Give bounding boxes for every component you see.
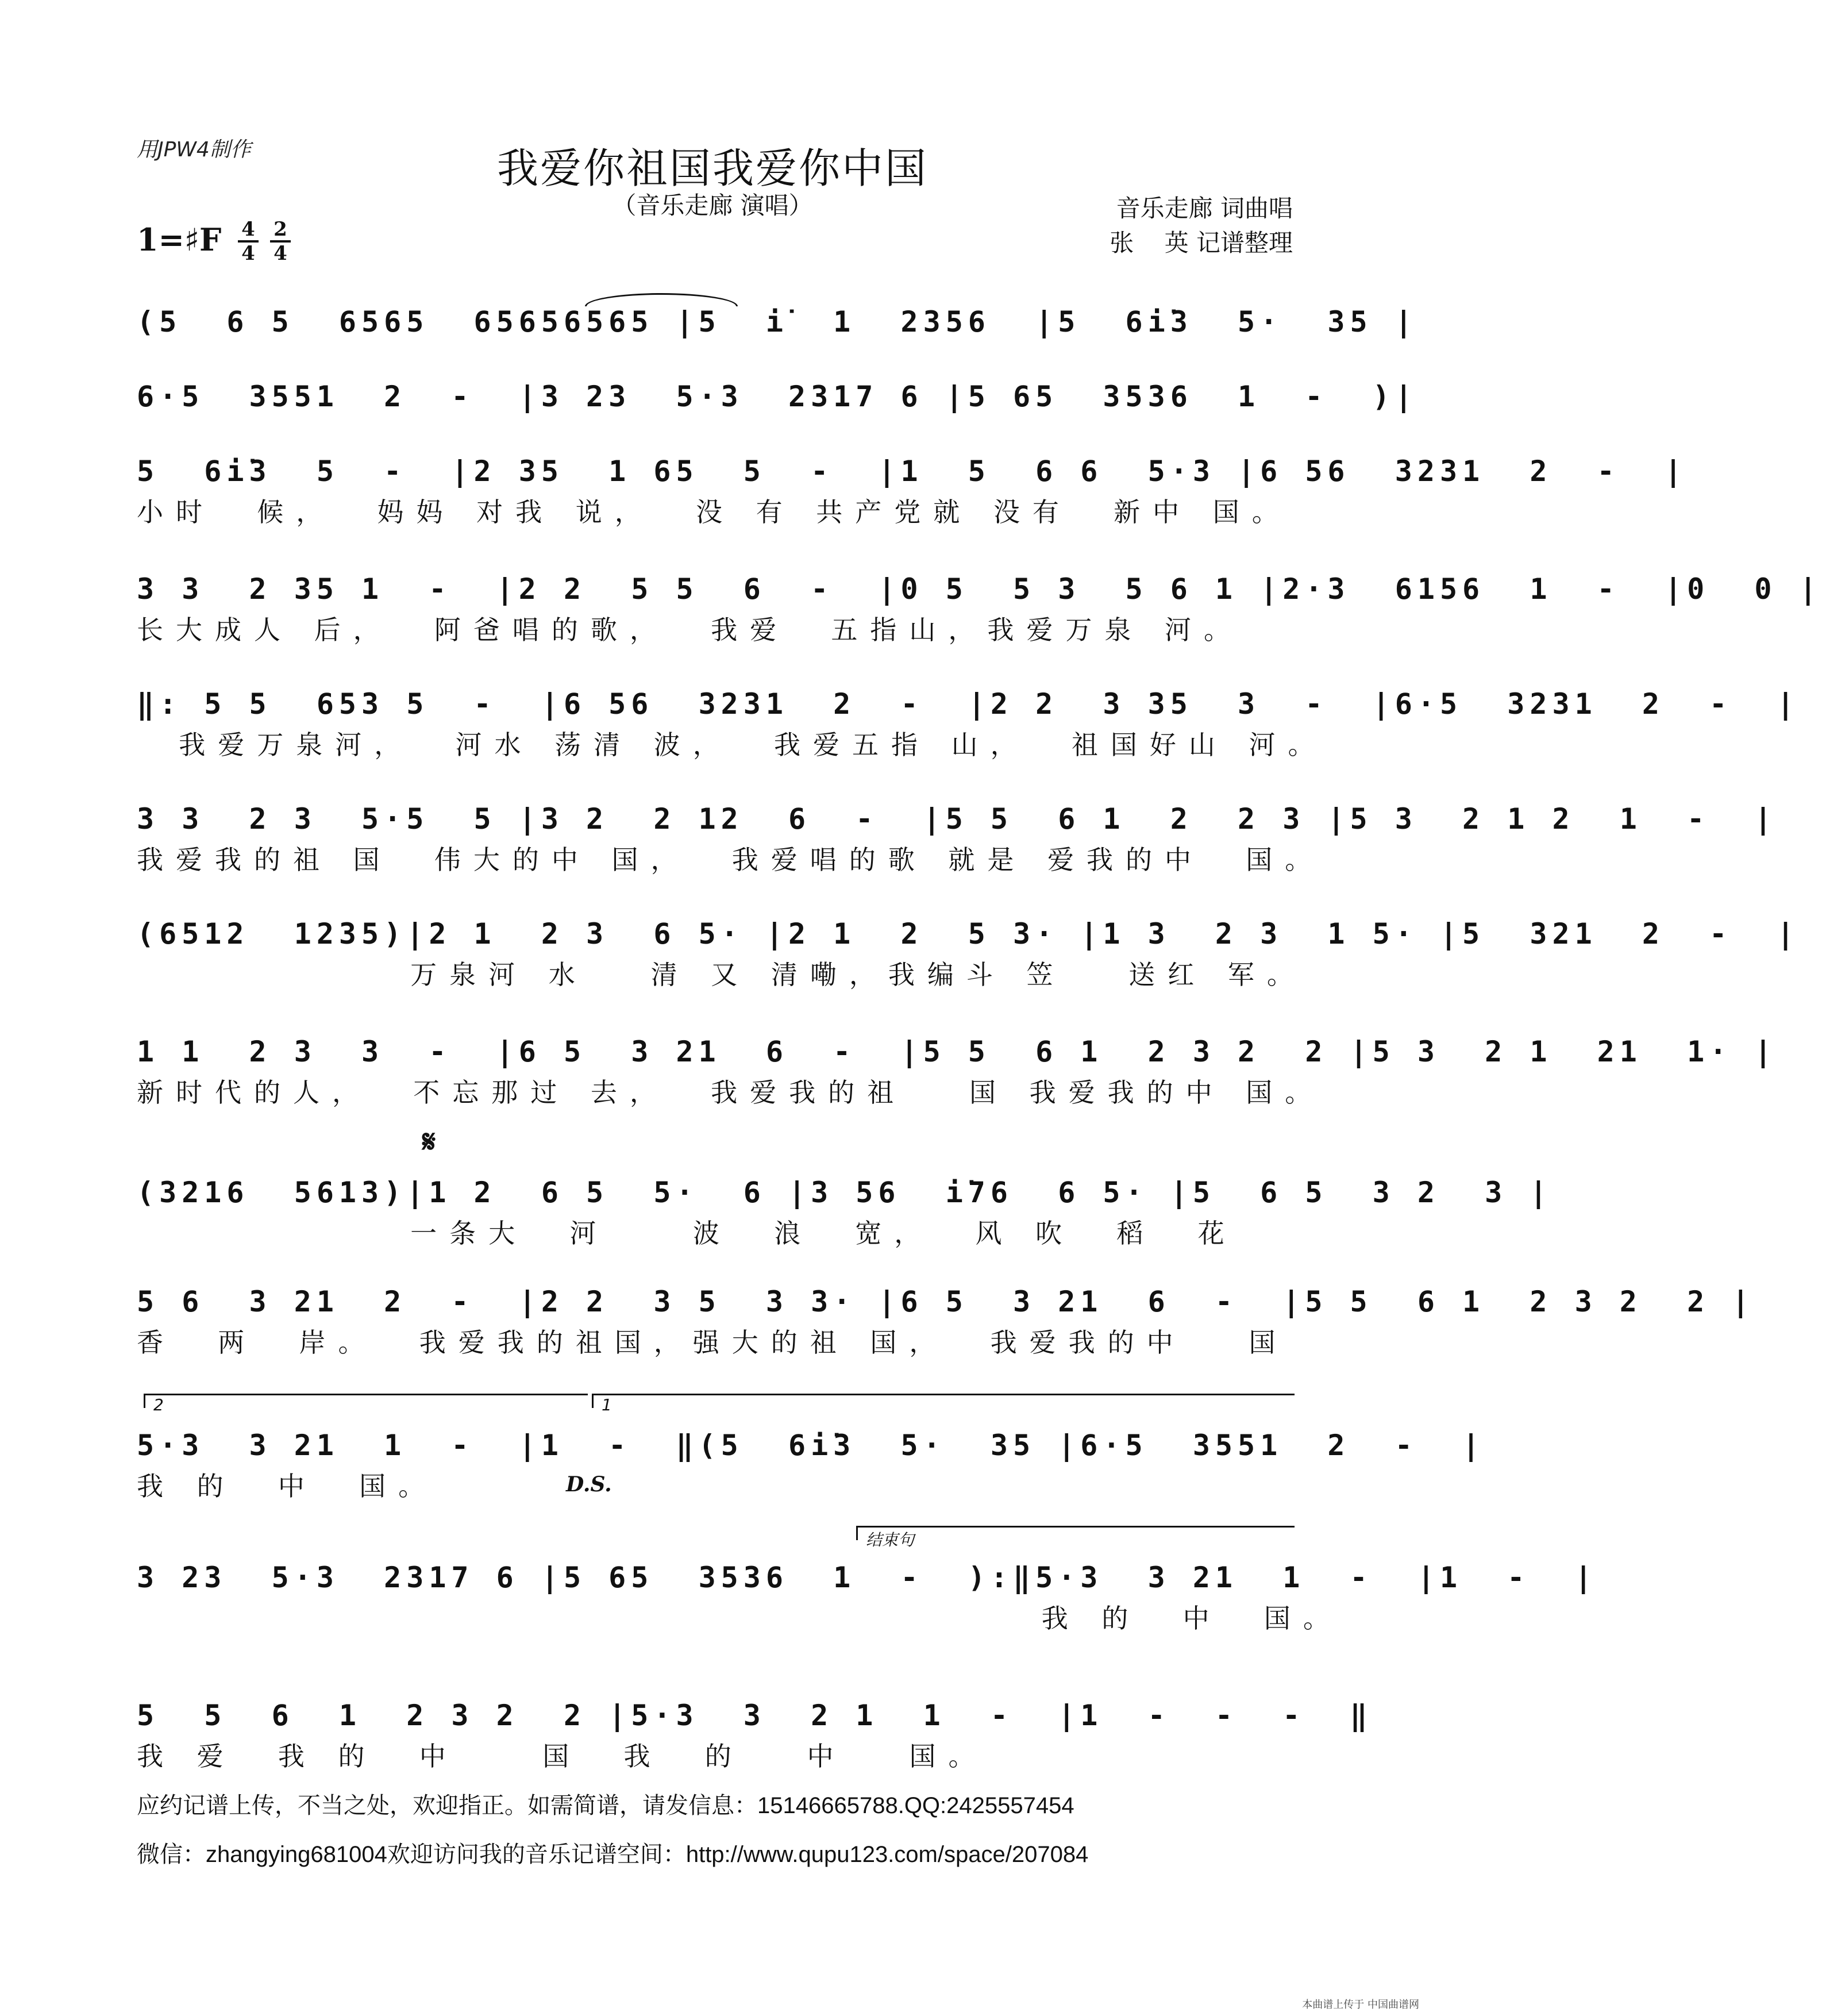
notation-line: (6512 1235)|2 1 2 3 6 5· |2 1 2 5 3· |1 3 2 3 1 5· |5 321 2 - | [137,917,1800,951]
notation-line: 3 23 5·3 2317 6 |5 65 3536 1 - ):‖5·3 3 21 1 - |1 - | [137,1561,1597,1594]
notation-line: 5·3 3 21 1 - |1 - ‖(5 6i̇3 5· 35 |6·5 3551 2 - | [137,1429,1485,1462]
maker-note: 用JPW4制作 [137,138,251,161]
time-signature-2-4 [269,218,292,264]
score-row-6 [137,796,1777,878]
score-row-11 [137,1422,1485,1504]
notation-line: 6·5 3551 2 - |3 23 5·3 2317 6 |5 65 3536 1 - )| [137,380,1417,413]
ending-label: 结束句 [866,1530,915,1549]
notation-line: 1 1 2 3 3 - |6 5 3 21 6 - |5 5 6 1 2 3 2 2 |5 3 2 1 21 1· | [137,1035,1777,1068]
notation-line: 5 6i̇3 5 - |2 35 1 65 5 - |1 5 6 6 5·3 |6 56 3231 2 - | [137,455,1688,488]
score-row-1 [137,299,1417,345]
upload-watermark: 本曲谱上传于 中国曲谱网 [1302,1999,1419,2011]
score-row-13 [137,1692,1373,1774]
footer-contact-line: 应约记谱上传，不当之处，欢迎指正。如需简谱，请发信息：15146665788.QQ:2425557454 [137,1793,1074,1818]
lyrics-line: 我 的 中 国。 [137,1471,438,1502]
lyrics-line: 长大成人 后， 阿爸唱的歌， 我爱 五指山，我爱万泉 河。 [137,614,1243,645]
notation-line: 3 3 2 3 5·5 5 |3 2 2 12 6 - |5 5 6 1 2 2 3 |5 3 2 1 2 1 - | [137,802,1777,836]
volta-bracket-2 [144,1394,588,1414]
time-top: 2 [274,218,287,241]
key-signature: 1=♯F [137,221,222,258]
song-subtitle: （音乐走廊 演唱） [612,191,813,220]
score-row-8 [137,1029,1777,1110]
time-bottom: 4 [241,242,255,265]
lyrics-line: 我爱我的祖 国 伟大的中 国， 我爱唱的歌 就是 爱我的中 国。 [137,844,1324,875]
notation-line: 5 5 6 1 2 3 2 2 |5·3 3 2 1 1 - |1 - - - ‖ [137,1699,1373,1732]
score-row-3 [137,448,1688,530]
notation-line: (3216 5613)|1 2 6 5 5· 6 |3 56 i̇76 6 5· |5 6 5 3 2 3 | [137,1176,1553,1209]
lyrics-line: 我 的 中 国。 [137,1603,1342,1634]
lyrics-line: 小时 候， 妈妈 对我 说， 没 有 共产党就 没有 新中 国。 [137,497,1291,528]
notation-line: 5 6 3 21 2 - |2 2 3 5 3 3· |6 5 3 21 6 - |5 5 6 1 2 3 2 2 | [137,1285,1755,1318]
score-row-5 [137,681,1800,763]
score-row-9 [137,1169,1553,1251]
lyrics-line: 香 两 岸。 我爱我的祖国，强大的祖 国， 我爱我的中 国 [137,1327,1288,1358]
volta-number: 1 [602,1395,612,1414]
volta-bracket-1 [592,1394,1295,1414]
time-signature-4-4 [237,218,260,264]
lyrics-line: 我 爱 我 的 中 国 我 的 中 国。 [137,1741,988,1772]
dal-segno-mark: D.S. [566,1472,612,1496]
lyrics-line: 我爱万泉河， 河水 荡清 波， 我爱五指 山， 祖国好山 河。 [137,729,1327,760]
score-row-7 [137,911,1800,992]
time-bottom: 4 [274,242,287,265]
notation-line: (5 6 5 6565 65656565 |5 i̇ 1 2356 |5 6i̇3 5· 35 | [137,305,1417,338]
lyrics-line: 一条大 河 波 浪 宽， 风 吹 稻 花 [137,1218,1237,1249]
score-row-4 [137,566,1822,648]
segno-icon: 𝄋 [422,1124,436,1160]
lyrics-line: 万泉河 水 清 又 清嘞，我编斗 笠 送红 军。 [137,959,1306,990]
score-row-12 [137,1555,1597,1636]
lyrics-line: 新时代的人， 不忘那过 去， 我爱我的祖 国 我爱我的中 国。 [137,1077,1324,1108]
notation-line: 3 3 2 35 1 - |2 2 5 5 6 - |0 5 5 3 5 6 1 |2·3 6156 1 - |0 0 | [137,572,1822,606]
footer-website-line: 微信：zhangying681004欢迎访问我的音乐记谱空间：http://www.qupu123.com/space/207084 [137,1842,1089,1867]
ending-bracket [856,1526,1295,1549]
time-top: 4 [241,218,255,241]
score-row-10 [137,1279,1755,1360]
credit-composer: 音乐走廊 词曲唱 [1116,194,1293,222]
score-row-2 [137,374,1417,420]
credit-transcriber: 张 英 记谱整理 [1110,229,1293,257]
volta-number: 2 [153,1395,164,1414]
song-title: 我爱你祖国我爱你中国 [496,144,928,193]
notation-line: ‖: 5 5 653 5 - |6 56 3231 2 - |2 2 3 35 3 - |6·5 3231 2 - | [137,687,1800,721]
